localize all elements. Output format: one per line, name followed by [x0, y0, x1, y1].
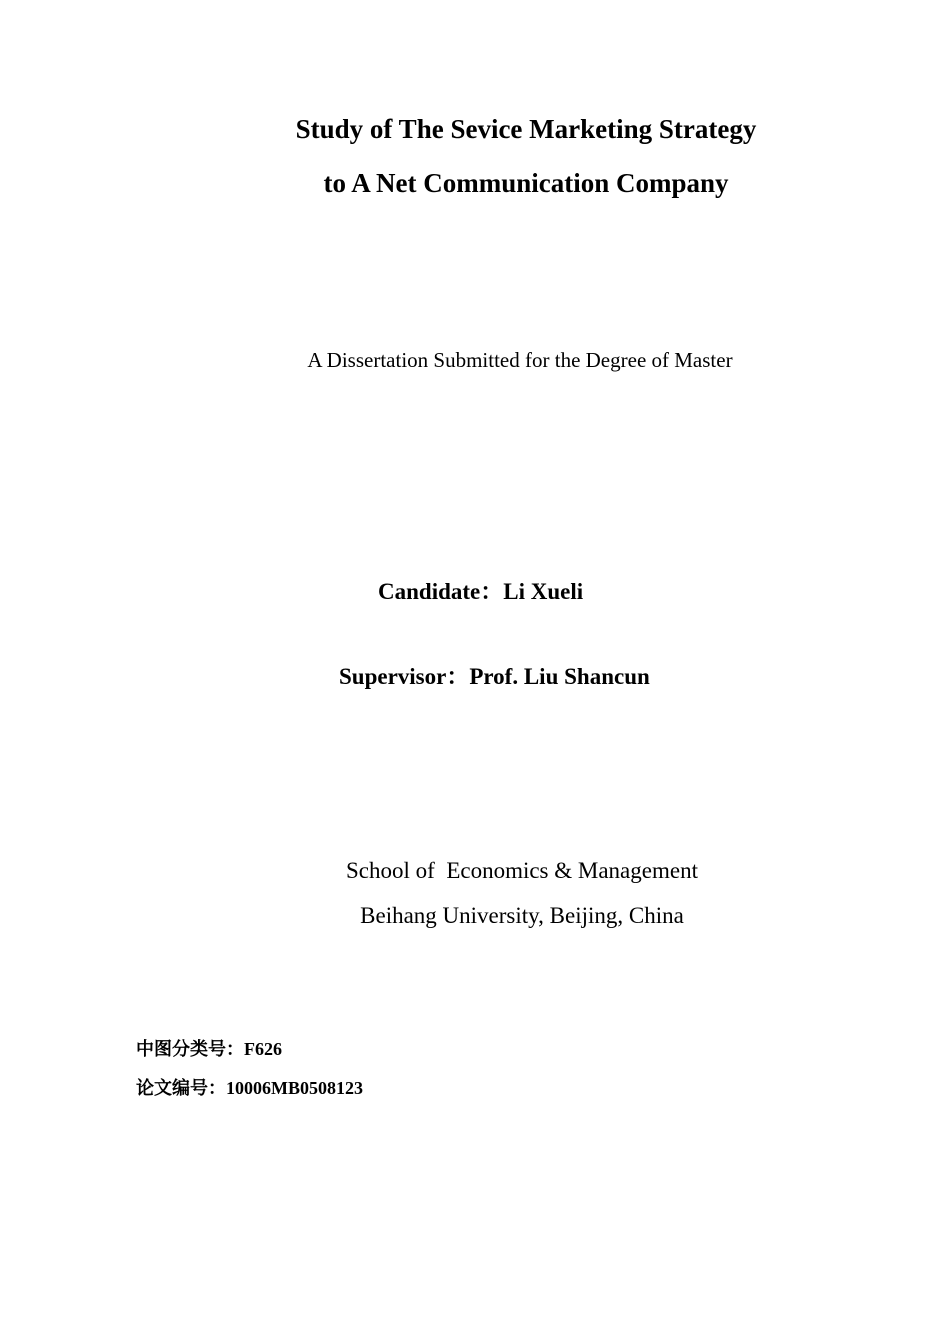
university-location: Beihang University, Beijing, China	[360, 903, 684, 928]
title-line-2: to A Net Communication Company	[323, 168, 729, 198]
thesis-number-label: 论文编号：	[136, 1078, 226, 1099]
candidate-label: Candidate：	[378, 579, 504, 604]
classification-value: F626	[244, 1039, 282, 1059]
thesis-number-value: 10006MB0508123	[226, 1078, 363, 1098]
title-line-1: Study of The Sevice Marketing Strategy	[295, 114, 757, 144]
classification-label: 中图分类号：	[136, 1039, 244, 1060]
supervisor-name: Prof. Liu Shancun	[469, 664, 650, 689]
degree-subtitle: A Dissertation Submitted for the Degree of Master	[307, 348, 733, 372]
school-name: School of Economics & Management	[346, 858, 698, 883]
supervisor-line	[339, 665, 650, 688]
candidate-line	[378, 580, 583, 603]
supervisor-label: Supervisor：	[339, 664, 470, 689]
classification-number	[136, 1040, 282, 1059]
thesis-number	[136, 1079, 363, 1098]
candidate-name: Li Xueli	[503, 579, 584, 604]
